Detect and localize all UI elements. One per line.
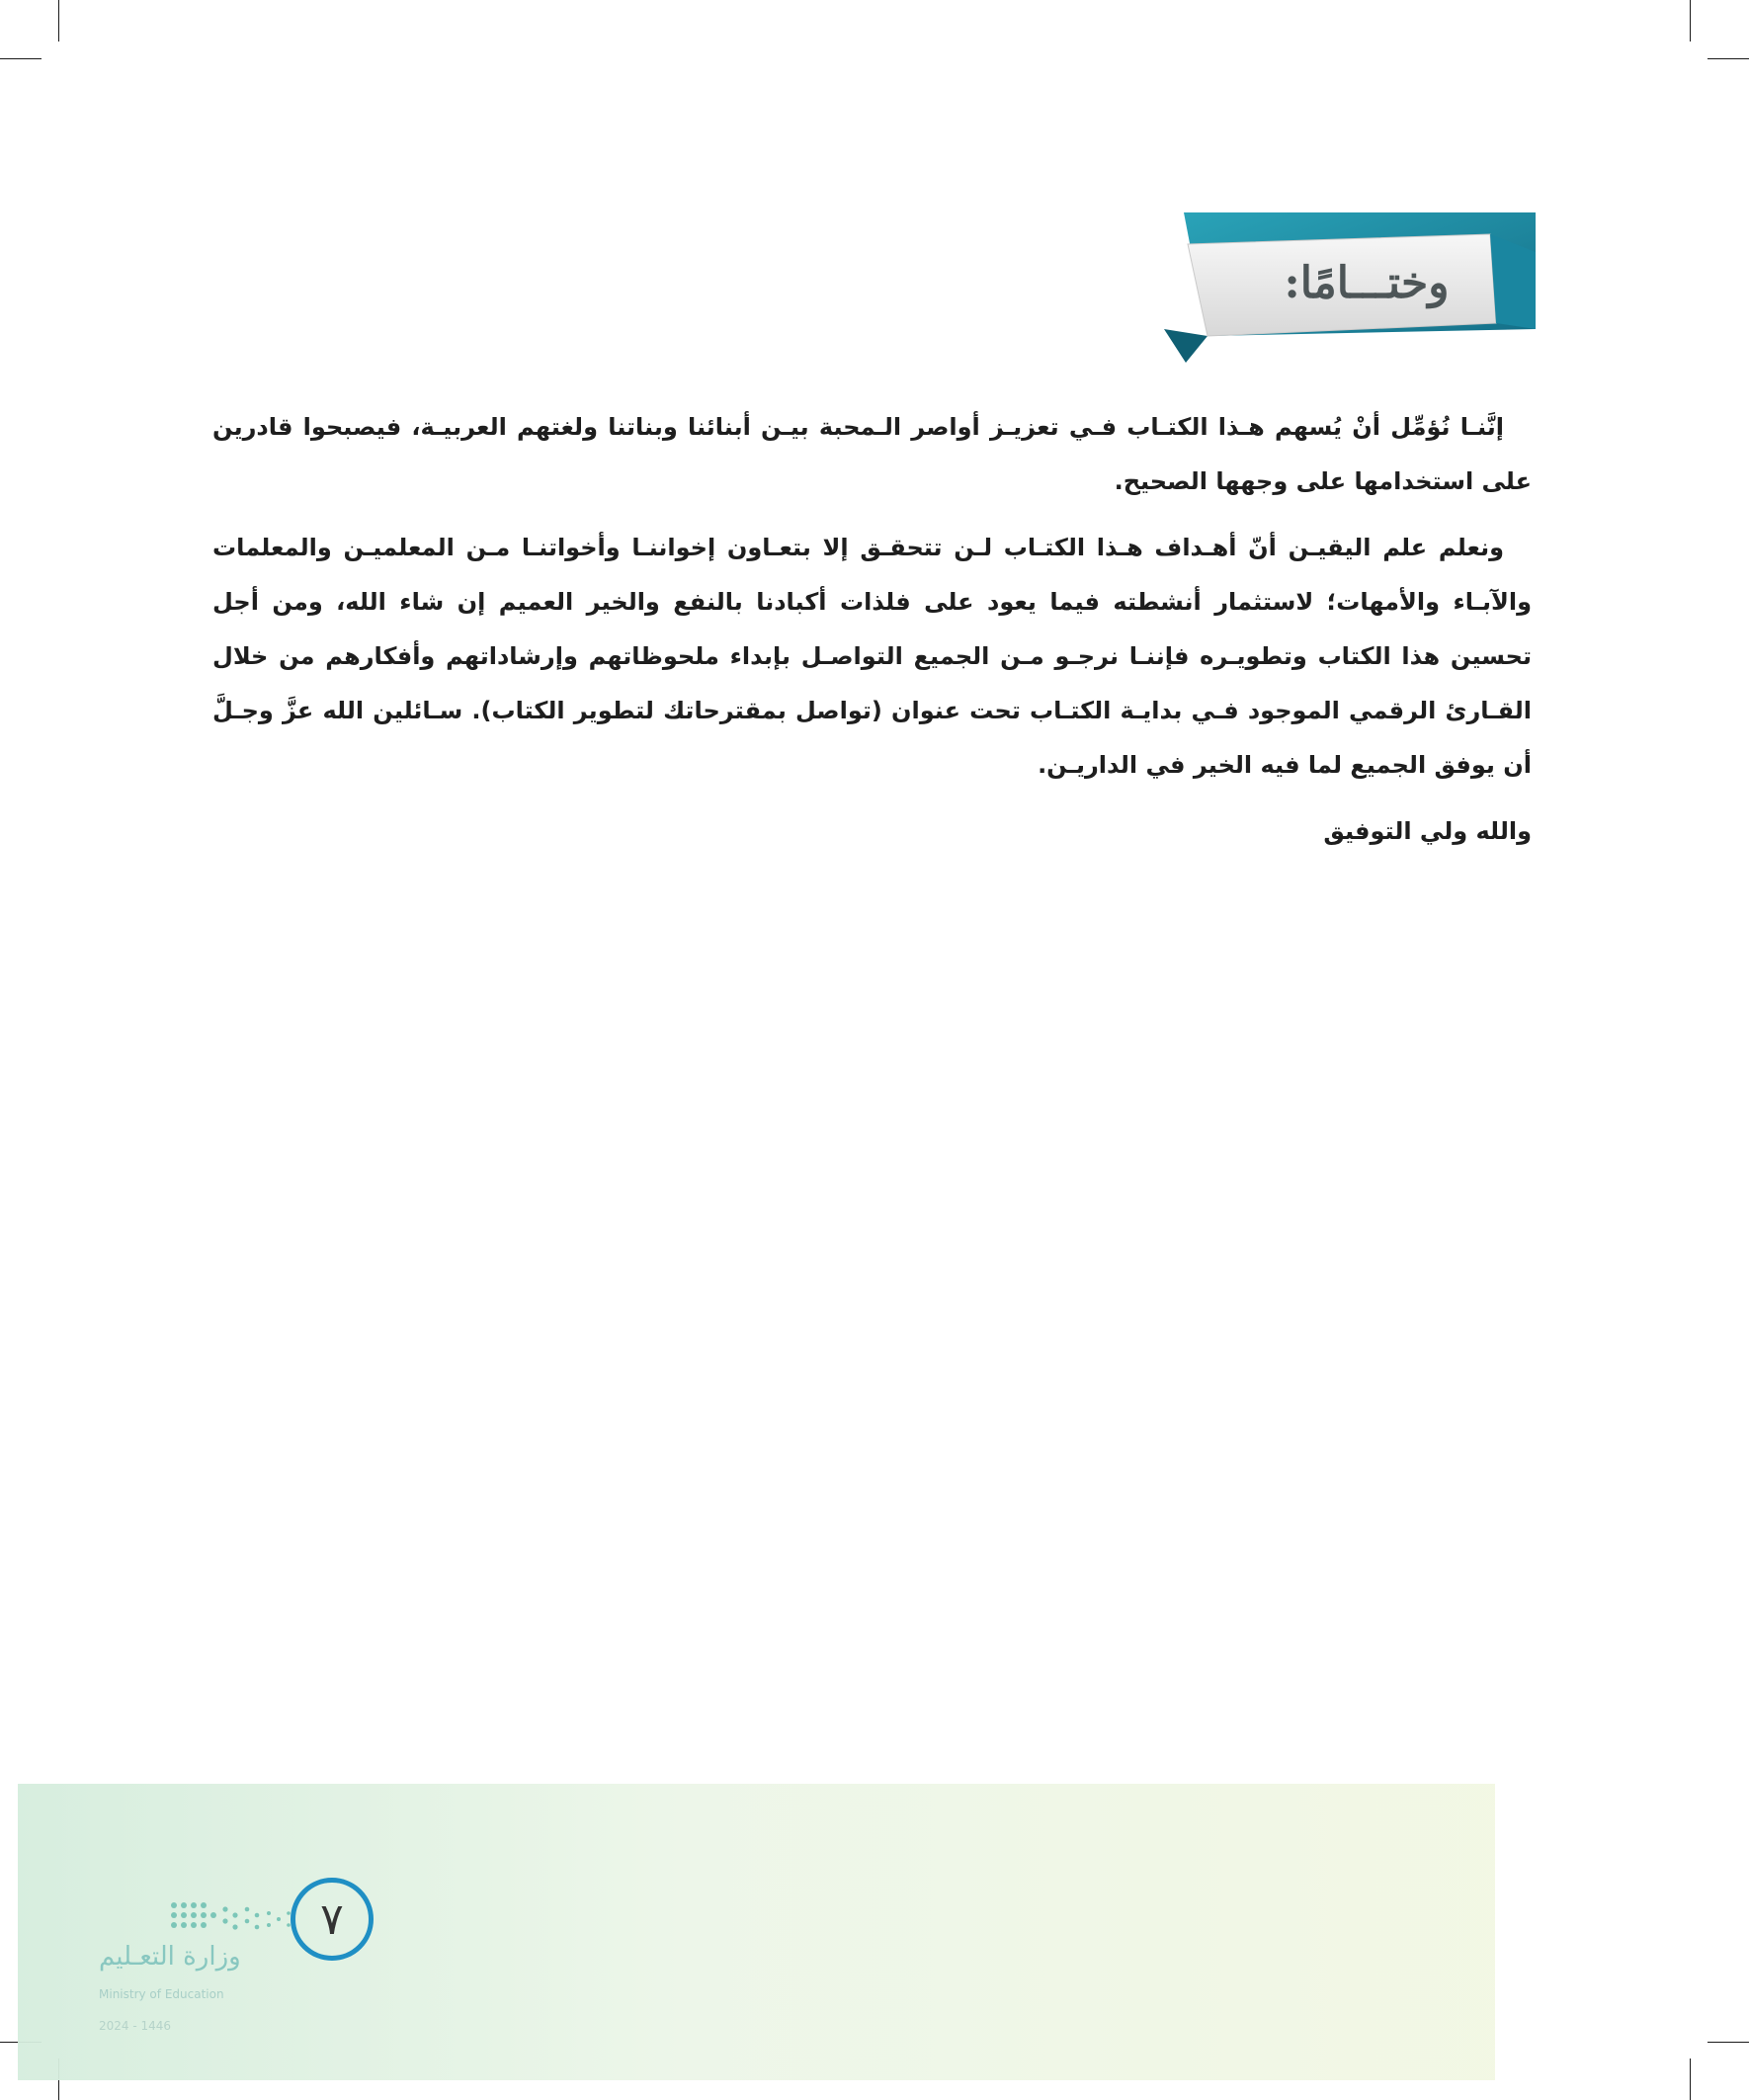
ministry-name-english: Ministry of Education bbox=[99, 1987, 224, 2001]
paragraph-2: ونعلم علم اليقيـن أنّ أهـداف هـذا الكتـاب لـن تتحقـق إلا بتعـاون إخواننـا وأخواتنـا مـن المعلميـن والمعلمات والآبـاء والأمهات؛ لاستثمار أنشطته فيما يعود على فلذات أكبادنا بالنفع والخير العميم إن شاء الله، ومن أجل تحسين هذا الكتاب وتطويـره فإننـا نرجـو مـن الجميع التواصـل بإبداء ملحوظاتهم وإرشاداتهم وأفكارهم من خلال القـارئ الرقمي الموجود فـي بدايـة الكتـاب تحت عنوان (تواصل بمقترحاتك لتطوير الكتاب). سـائلين الله عزَّ وجـلَّ أن يوفق الجميع لما فيه الخير في الداريـن. bbox=[212, 534, 1532, 779]
crop-mark bbox=[1690, 0, 1691, 42]
section-heading-banner bbox=[1164, 212, 1536, 363]
ministry-name-arabic: وزارة التعـليم bbox=[99, 1942, 241, 1972]
page-number: ٧ bbox=[291, 1878, 374, 1961]
crop-mark bbox=[1707, 58, 1749, 59]
crop-mark bbox=[1707, 2042, 1749, 2043]
paragraph-1: إنَّنـا نُؤمِّل أنْ يُسهم هـذا الكتـاب فـي تعزيـز أواصر الـمحبة بيـن أبنائنا وبناتنا ولغتهم العربيـة، فيصبحوا قادرين على استخدامها على وجهها الصحيح. bbox=[212, 413, 1532, 495]
edition-year: 2024 - 1446 bbox=[99, 2019, 172, 2033]
crop-mark bbox=[0, 58, 42, 59]
body-text bbox=[212, 400, 1532, 871]
crop-mark bbox=[1690, 2058, 1691, 2100]
closing-line: والله ولي التوفيق bbox=[1323, 817, 1532, 845]
ministry-logo-dots-icon bbox=[168, 1895, 306, 1941]
section-title: وختـــامًا: bbox=[1284, 258, 1450, 308]
crop-mark bbox=[58, 0, 59, 42]
